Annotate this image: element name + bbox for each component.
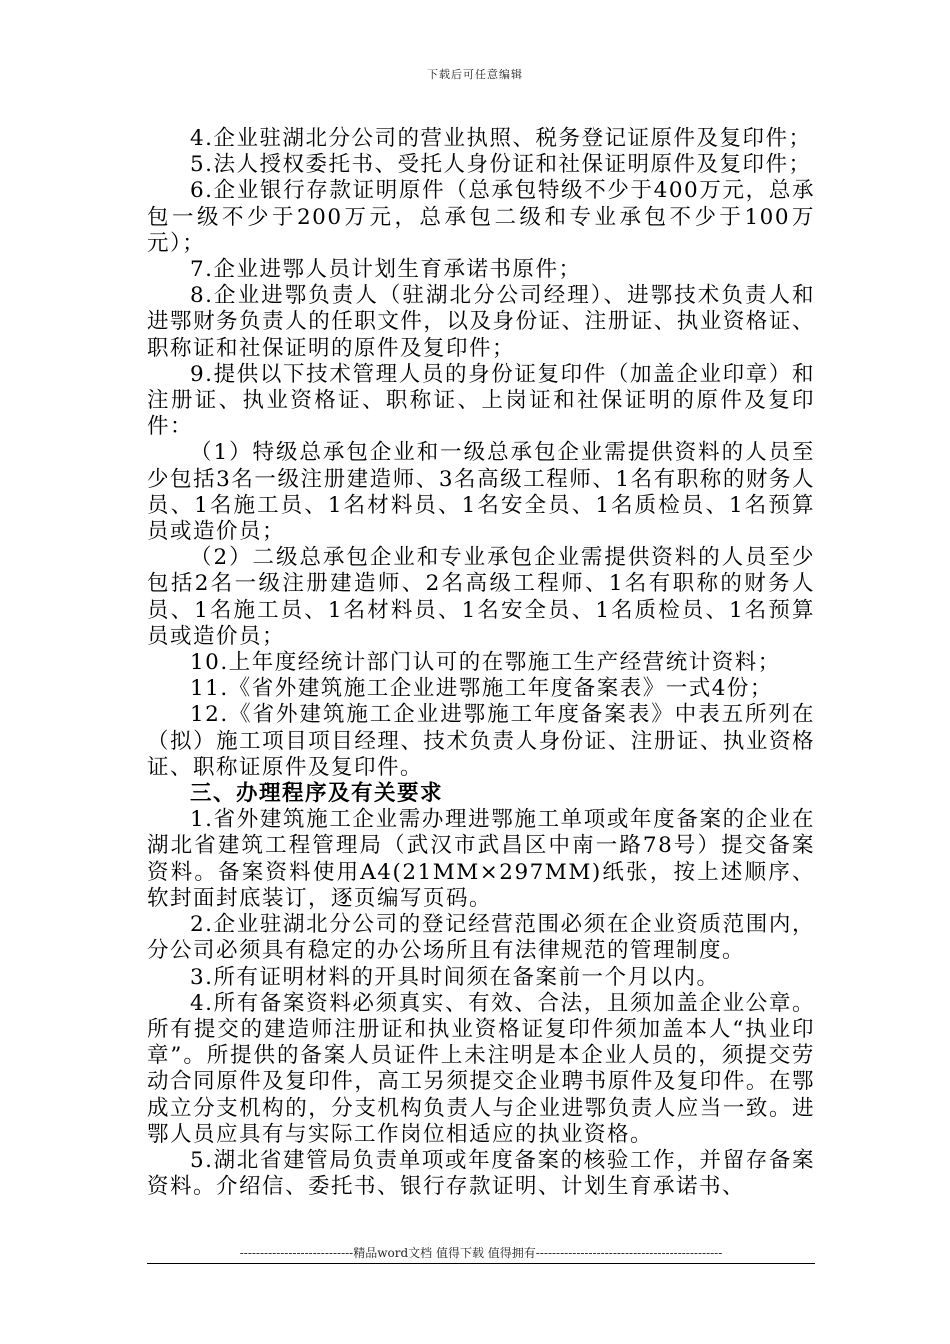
section-heading: 三、办理程序及有关要求: [190, 781, 444, 807]
procedure-item-2: 2.企业驻湖北分公司的登记经营范围必须在企业资质范围内，分公司必须具有稳定的办公场所且有法律规范的管理制度。: [147, 912, 815, 964]
requirement-item-9: 9.提供以下技术管理人员的身份证复印件（加盖企业印章）和注册证、执业资格证、职称证、上岗证和社保证明的原件及复印件：: [147, 361, 815, 440]
page-footer-note: ----------------------------精品word文档 值得下载 值得拥有----------------------------------------------: [239, 1246, 723, 1260]
page-header-note: 下载后可任意编辑: [427, 68, 523, 81]
requirement-item-4: 4.企业驻湖北分公司的营业执照、税务登记证原件及复印件；: [190, 126, 812, 151]
requirement-item-6: 6.企业银行存款证明原件（总承包特级不少于400万元，总承包一级不少于200万元，总承包二级和专业承包不少于100万元）；: [147, 178, 815, 256]
requirement-item-11: 11.《省外建筑施工企业进鄂施工年度备案表》一式4份；: [190, 676, 773, 702]
procedure-item-3: 3.所有证明材料的开具时间须在备案前一个月以内。: [190, 964, 720, 990]
requirement-item-8: 8.企业进鄂负责人（驻湖北分公司经理）、进鄂技术负责人和进鄂财务负责人的任职文件，以及身份证、注册证、执业资格证、职称证和社保证明的原件及复印件；: [147, 283, 815, 361]
procedure-item-4: 4.所有备案资料必须真实、有效、合法，且须加盖企业公章。所有提交的建造师注册证和执业资格证复印件须加盖本人“执业印章”。所提供的备案人员证件上未注明是本企业人员的，须提交劳动合同原件及复印件，高工另须提交企业聘书原件及复印件。在鄂成立分支机构的，分支机构负责人与企业进鄂负责人应当一致。进鄂人员应具有与实际工作岗位相适应的执业资格。: [147, 990, 815, 1147]
requirement-item-12: 12.《省外建筑施工企业进鄂施工年度备案表》中表五所列在（拟）施工项目项目经理、技术负责人身份证、注册证、执业资格证、职称证原件及复印件。: [147, 702, 815, 780]
requirement-item-10: 10.上年度经统计部门认可的在鄂施工生产经营统计资料；: [190, 650, 781, 676]
requirement-item-9-sub-2: （2）二级总承包企业和专业承包企业需提供资料的人员至少包括2名一级注册建造师、2名高级工程师、1名有职称的财务人员、1名施工员、1名材料员、1名安全员、1名质检员、1名预算员或造价员；: [147, 545, 815, 649]
footer-divider: [147, 1263, 815, 1264]
procedure-item-1: 1.省外建筑施工企业需办理进鄂施工单项或年度备案的企业在湖北省建筑工程管理局（武汉市武昌区中南一路78号）提交备案资料。备案资料使用A4(21MM×297MM)纸张，按上述顺序、软封面封底装订，逐页编写页码。: [147, 807, 815, 911]
requirement-item-9-sub-1: （1）特级总承包企业和一级总承包企业需提供资料的人员至少包括3名一级注册建造师、3名高级工程师、1名有职称的财务人员、1名施工员、1名材料员、1名安全员、1名质检员、1名预算员或造价员；: [147, 440, 815, 545]
requirement-item-7: 7.企业进鄂人员计划生育承诺书原件；: [190, 257, 582, 283]
document-body: [147, 126, 815, 1200]
procedure-item-5: 5.湖北省建管局负责单项或年度备案的核验工作，并留存备案资料。介绍信、委托书、银行存款证明、计划生育承诺书、: [147, 1147, 815, 1200]
requirement-item-5: 5.法人授权委托书、受托人身份证和社保证明原件及复印件；: [190, 152, 812, 178]
